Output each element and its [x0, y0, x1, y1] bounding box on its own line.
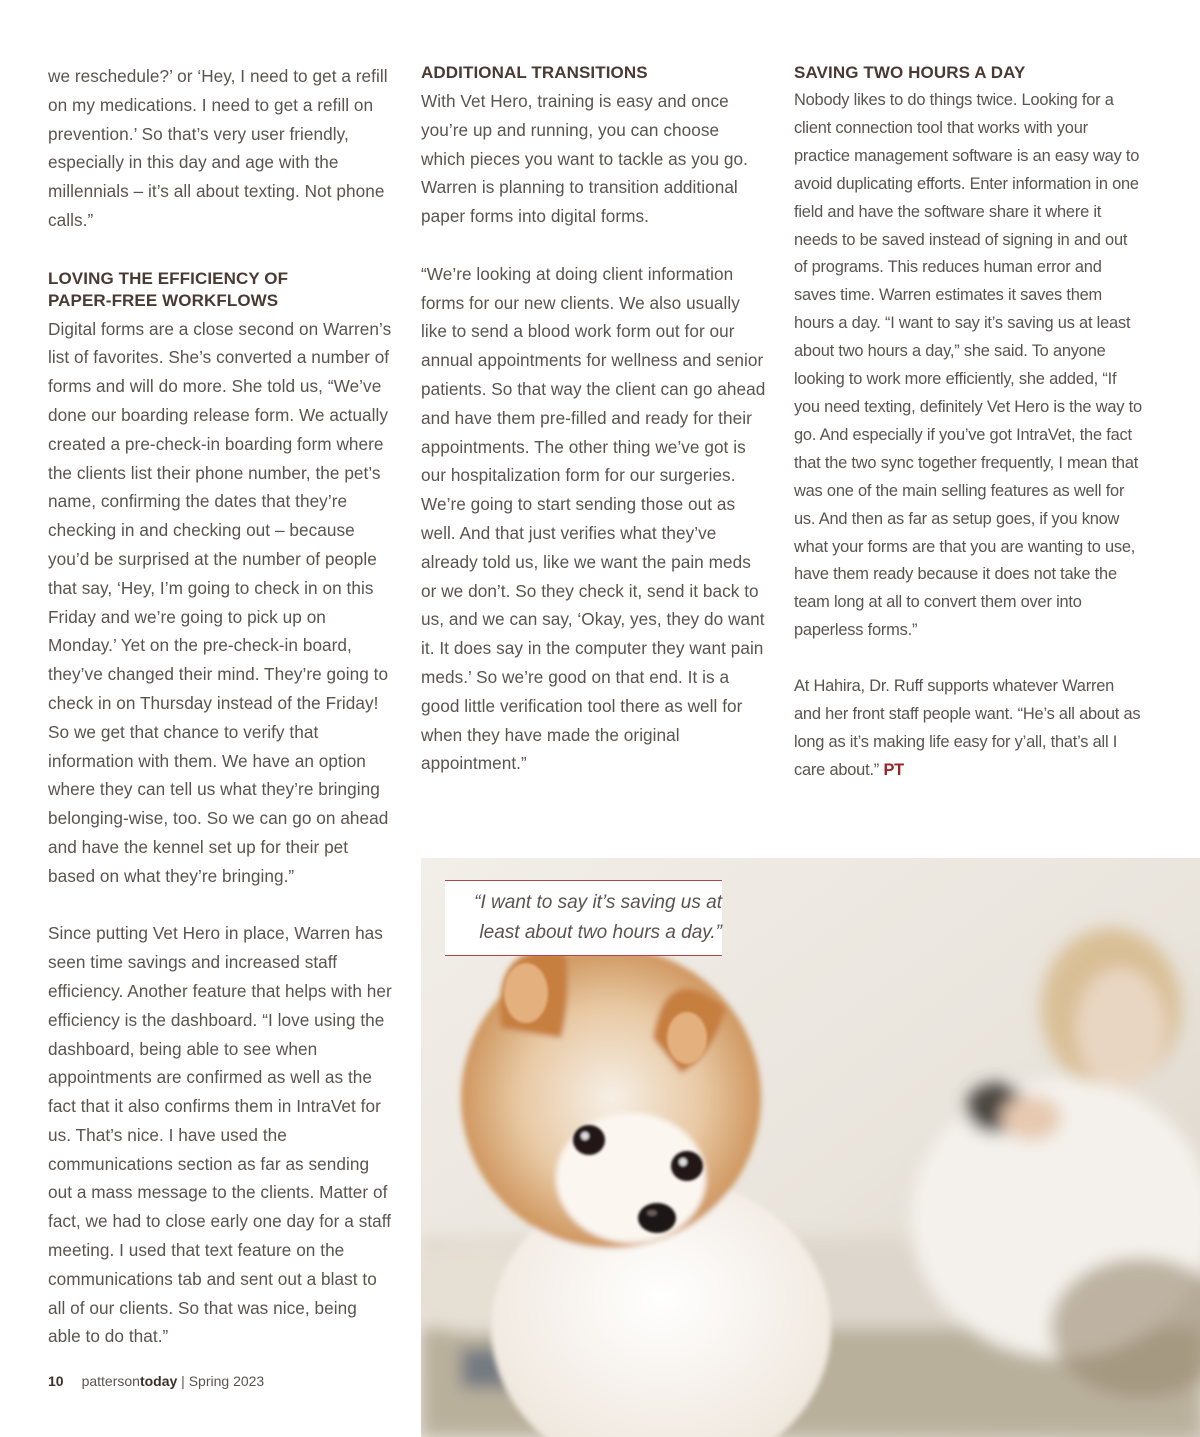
brand-name-light: patterson — [81, 1373, 140, 1389]
brand-name — [82, 1373, 178, 1389]
pull-quote-text — [474, 888, 722, 948]
issue-label: | Spring 2023 — [177, 1373, 265, 1389]
article-column-1 — [48, 62, 393, 1351]
paragraph: “We’re looking at doing client information forms for our new clients. We also usually like to send a blood work form out for our annual appointments for wellness and senior patients. So that way the client can go ahead and have them pre-filled and ready for their appointments. The other thing we’ve got is our hospitalization form for our surgeries. We’re going to start sending those out as well. And that just verifies what they’ve already told us, like we want the pain meds or we don’t. So they check it, send it back to us, and we can say, ‘Okay, yes, they do want it. It does say in the computer they want pain meds.’ So we’re good on that end. It is a good little verification tool there as well for when they have made the original appointment.” — [421, 263, 766, 774]
pull-quote — [445, 880, 722, 956]
brand-name-bold: today — [139, 1373, 178, 1389]
paragraph: Digital forms are a close second on Warren’s list of favorites. She’s converted a number of forms and will do more. She told us, “We’ve done our boarding release form. We actually created a pre-check-in boarding form where the clients list their phone number, the pet’s name, confirming the dates that they’re checking in and checking out – because you’d be surprised at the number of people that say, ‘Hey, I’m going to check in on this Friday and we’re going to pick up on Monday.’ Yet on the pre-check-in board, they’ve changed their mind. They’re going to check in on Thursday instead of the Friday! So we get that chance to verify that information with them. We have an option where they can tell us what they’re bringing belonging-wise, too. So we can go on ahead and have the kennel set up for their pet based on what they’re bringing.” — [48, 318, 392, 886]
pull-quote-line-2: least about two hours a day.” — [479, 922, 722, 943]
end-mark: PT — [883, 760, 904, 779]
paragraph: Nobody likes to do things twice. Looking for a client connection tool that works with your practice management software is an easy way to avoid duplicating efforts. Enter information in one field and have the software share it where it needs to be saved instead of signing in and out of programs. This reduces human error and saves time. Warren estimates it saves them hours a day. “I want to say it’s saving us at least about two hours a day,” she said. To anyone looking to work more efficiently, she added, “If you need texting, definitely Vet Hero is the way to go. And especially if you’ve got IntraVet, the fact that the two sync together frequently, I mean that was one of the main selling features as well for us. And then as far as setup goes, if you know what your forms are that you are wanting to use, have them ready because it does not take the team long at all to convert them over into paperless forms.” — [794, 91, 1142, 640]
paragraph-text: At Hahira, Dr. Ruff supports whatever Warren and her front staff people want. “He’s all about as long as it’s making life easy for y’all, that’s all I care about.” — [794, 677, 1141, 779]
section-heading — [48, 268, 393, 312]
paragraph: With Vet Hero, training is easy and once you’re up and running, you can choose which pieces you want to tackle as you go. Warren is planning to transition additional paper forms into digital forms. — [421, 91, 748, 227]
pull-quote-line-1: “I want to say it’s saving us at — [474, 892, 722, 913]
paragraph: Since putting Vet Hero in place, Warren has seen time savings and increased staff efficiency. Another feature that helps with her efficiency is the dashboard. “I love using the dashboard, being able to see when appointments are confirmed as well as the fact that it also confirms them in IntraVet for us. That’s nice. I have used the communications section as far as sending out a mass message to the clients. Matter of fact, we had to close early one day for a staff meeting. I used that text feature on the communications tab and sent out a blast to all of our clients. So that was nice, being able to do that.” — [48, 923, 392, 1347]
page-footer — [48, 1373, 264, 1389]
article-column-2 — [421, 62, 766, 778]
paragraph: we reschedule?’ or ‘Hey, I need to get a refill on my medications. I need to get a refill on prevention.’ So that’s very user friendly, especially in this day and age with the millennials – it’s all about texting. Not phone calls.” — [48, 66, 388, 230]
paragraph — [794, 673, 1144, 785]
section-heading: ADDITIONAL TRANSITIONS — [421, 63, 648, 82]
section-heading: SAVING TWO HOURS A DAY — [794, 63, 1026, 82]
section-heading-line-2: PAPER-FREE WORKFLOWS — [48, 290, 279, 310]
page-number: 10 — [48, 1373, 64, 1389]
section-heading-line-1: LOVING THE EFFICIENCY OF — [48, 268, 289, 288]
article-column-3 — [794, 62, 1144, 785]
